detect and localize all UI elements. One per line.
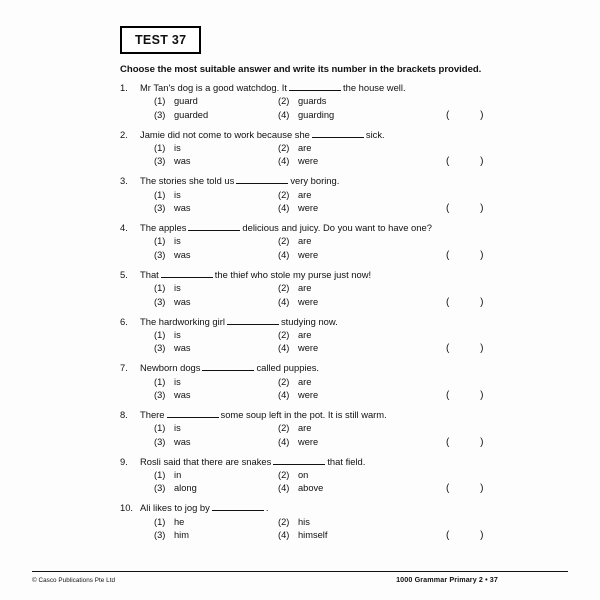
question-text [140, 129, 568, 141]
question-number: 3. [120, 175, 128, 187]
option-text: guard [174, 96, 198, 107]
question-text-after: studying now. [280, 315, 338, 327]
option-text: were [298, 343, 319, 354]
option-label: (1) [154, 142, 166, 153]
option-text: are [298, 283, 312, 294]
question-item [120, 129, 568, 170]
option-text: was [174, 203, 191, 214]
option-text: is [174, 236, 181, 247]
question-number: 1. [120, 82, 128, 93]
question-item [120, 409, 568, 450]
question-heading [120, 502, 568, 514]
option-1[interactable] [140, 189, 278, 202]
answer-blank [227, 317, 279, 325]
option-4[interactable] [278, 389, 428, 402]
answer-brackets[interactable]: ( ) [446, 483, 498, 495]
option-3[interactable] [140, 529, 278, 542]
options-row [140, 282, 568, 295]
options-row [140, 235, 568, 248]
option-label: (4) [278, 436, 290, 447]
answer-blank [161, 270, 213, 278]
option-label: (3) [154, 390, 166, 401]
option-text: is [174, 283, 181, 294]
options-row [140, 329, 568, 342]
option-label: (3) [154, 156, 166, 167]
option-2[interactable] [278, 95, 428, 108]
option-label: (4) [278, 109, 290, 120]
option-1[interactable] [140, 422, 278, 435]
option-1[interactable] [140, 142, 278, 155]
question-heading [120, 222, 568, 234]
option-text: were [298, 203, 319, 214]
question-number: 4. [120, 222, 128, 234]
option-label: (3) [154, 296, 166, 307]
options-row [140, 155, 568, 170]
options-row [140, 189, 568, 202]
option-label: (3) [154, 483, 166, 494]
question-number: 6. [120, 315, 128, 327]
option-text: were [298, 296, 319, 307]
option-4[interactable] [278, 482, 428, 495]
option-label: (3) [154, 530, 166, 541]
option-text: himself [298, 530, 328, 541]
option-3[interactable] [140, 202, 278, 215]
option-text: are [298, 236, 312, 247]
answer-blank [202, 364, 254, 372]
options-row [140, 95, 568, 108]
question-number: 9. [120, 455, 128, 467]
question-item [120, 502, 568, 543]
answer-brackets[interactable]: ( ) [446, 249, 498, 261]
options-group [140, 142, 568, 170]
option-text: were [298, 390, 319, 401]
option-1[interactable] [140, 95, 278, 108]
question-text-after: sick. [365, 128, 385, 140]
answer-brackets[interactable]: ( ) [446, 436, 498, 448]
question-text-before: Mr Tan's dog is a good watchdog. It [140, 82, 288, 93]
answer-brackets[interactable]: ( ) [446, 156, 498, 168]
option-label: (1) [154, 470, 166, 480]
options-group [140, 235, 568, 263]
copyright-text: © Casco Publications Pte Ltd [32, 577, 116, 584]
question-list [120, 82, 568, 544]
option-label: (3) [154, 436, 166, 447]
option-text: was [174, 390, 191, 401]
option-2[interactable] [278, 329, 428, 342]
question-number: 5. [120, 268, 128, 280]
option-text: guarded [174, 109, 209, 120]
option-2[interactable] [278, 376, 428, 389]
option-label: (1) [154, 329, 166, 340]
question-text-before: That [140, 268, 159, 280]
options-row [140, 142, 568, 155]
question-text-before: There [140, 409, 165, 421]
question-text-after: very boring. [290, 175, 340, 187]
option-2[interactable] [278, 189, 428, 202]
options-group [140, 282, 568, 310]
question-text-before: Ali likes to jog by [140, 502, 210, 514]
option-label: (4) [278, 390, 290, 401]
options-row [140, 109, 568, 124]
option-4[interactable] [278, 202, 428, 215]
option-label: (3) [154, 249, 166, 260]
question-text-after: the thief who stole my purse just now! [214, 268, 372, 280]
option-label: (2) [278, 236, 290, 247]
option-text: are [298, 423, 312, 434]
answer-brackets[interactable]: ( ) [446, 390, 498, 402]
options-row [140, 376, 568, 389]
answer-brackets[interactable]: ( ) [446, 203, 498, 215]
option-label: (1) [154, 96, 166, 107]
answer-brackets[interactable]: ( ) [446, 109, 498, 121]
answer-blank [236, 177, 288, 185]
question-item [120, 82, 568, 123]
options-group [140, 422, 568, 450]
option-text: along [174, 483, 197, 494]
options-group [140, 376, 568, 404]
option-text: in [174, 470, 182, 480]
answer-blank [188, 223, 240, 231]
answer-brackets[interactable]: ( ) [446, 296, 498, 308]
option-text: is [174, 142, 181, 153]
question-heading [120, 316, 568, 328]
option-text: he [174, 516, 185, 527]
option-text: are [298, 329, 312, 340]
options-group [140, 469, 568, 497]
question-heading [120, 409, 568, 421]
options-row [140, 422, 568, 435]
options-group [140, 95, 568, 123]
question-number: 7. [120, 362, 128, 374]
option-2[interactable] [278, 142, 428, 155]
option-label: (1) [154, 516, 166, 527]
option-3[interactable] [140, 109, 278, 122]
page-footer [32, 571, 568, 584]
question-text-before: The hardworking girl [140, 315, 225, 327]
options-row [140, 516, 568, 529]
question-heading [120, 362, 568, 374]
option-label: (3) [154, 343, 166, 354]
answer-blank [289, 83, 341, 91]
options-row [140, 342, 568, 357]
question-heading [120, 269, 568, 281]
option-label: (1) [154, 283, 166, 294]
question-text-before: The apples [140, 222, 187, 234]
option-label: (4) [278, 203, 290, 214]
option-label: (3) [154, 203, 166, 214]
question-item [120, 222, 568, 263]
option-text: is [174, 423, 181, 434]
option-text: guarding [298, 109, 335, 120]
option-label: (2) [278, 376, 290, 387]
question-item [120, 456, 568, 497]
option-2[interactable] [278, 422, 428, 435]
question-text-before: Newborn dogs [140, 362, 201, 374]
option-text: were [298, 156, 319, 167]
option-label: (4) [278, 249, 290, 260]
question-number: 10. [120, 502, 134, 514]
option-3[interactable] [140, 249, 278, 262]
options-row [140, 482, 568, 497]
option-1[interactable] [140, 469, 278, 482]
option-3[interactable] [140, 296, 278, 309]
option-text: was [174, 156, 191, 167]
option-text: was [174, 436, 191, 447]
question-text [140, 456, 568, 468]
option-label: (4) [278, 530, 290, 541]
option-4[interactable] [278, 436, 428, 449]
option-text: is [174, 189, 181, 200]
question-number: 2. [120, 128, 128, 140]
options-row [140, 202, 568, 217]
question-heading [120, 82, 568, 94]
option-label: (2) [278, 423, 290, 434]
option-text: was [174, 249, 191, 260]
option-label: (2) [278, 329, 290, 340]
option-1[interactable] [140, 376, 278, 389]
option-label: (4) [278, 296, 290, 307]
answer-blank [312, 130, 364, 138]
question-number: 8. [120, 409, 128, 421]
options-row [140, 469, 568, 482]
option-1[interactable] [140, 235, 278, 248]
question-heading [120, 456, 568, 468]
question-text [140, 175, 568, 187]
answer-brackets[interactable]: ( ) [446, 530, 498, 542]
question-text-after: the house well. [343, 82, 406, 93]
options-group [140, 189, 568, 217]
question-text [140, 409, 568, 421]
page-info-text: 1000 Grammar Primary 2 • 37 [396, 575, 498, 584]
option-text: on [298, 470, 309, 480]
options-row [140, 436, 568, 451]
option-text: were [298, 249, 319, 260]
option-label: (2) [278, 96, 290, 107]
option-text: were [298, 436, 319, 447]
option-label: (4) [278, 483, 290, 494]
question-text-after: . [265, 502, 269, 514]
question-item [120, 269, 568, 310]
question-text [140, 502, 568, 514]
option-3[interactable] [140, 155, 278, 168]
options-row [140, 389, 568, 404]
option-3[interactable] [140, 482, 278, 495]
option-text: his [298, 516, 310, 527]
question-text [140, 316, 568, 328]
question-heading [120, 175, 568, 187]
option-text: guards [298, 96, 327, 107]
question-text-after: delicious and juicy. Do you want to have one? [242, 222, 432, 234]
question-text [140, 362, 568, 374]
question-text [140, 269, 568, 281]
answer-brackets[interactable]: ( ) [446, 343, 498, 355]
options-group [140, 329, 568, 357]
question-text-before: Rosli said that there are snakes [140, 455, 272, 467]
option-text: are [298, 376, 312, 387]
question-text [140, 222, 568, 234]
question-item [120, 362, 568, 403]
option-4[interactable] [278, 342, 428, 355]
option-2[interactable] [278, 469, 428, 482]
question-text-after: some soup left in the pot. It is still warm. [220, 409, 387, 421]
option-label: (1) [154, 189, 166, 200]
options-group [140, 516, 568, 544]
question-heading [120, 129, 568, 141]
answer-blank [273, 457, 325, 465]
option-2[interactable] [278, 516, 428, 529]
option-label: (2) [278, 189, 290, 200]
option-text: are [298, 142, 312, 153]
option-4[interactable] [278, 296, 428, 309]
option-label: (4) [278, 343, 290, 354]
option-text: above [298, 483, 324, 494]
option-2[interactable] [278, 282, 428, 295]
option-1[interactable] [140, 516, 278, 529]
option-3[interactable] [140, 436, 278, 449]
answer-blank [167, 410, 219, 418]
question-text-before: The stories she told us [140, 175, 235, 187]
options-row [140, 529, 568, 544]
option-4[interactable] [278, 155, 428, 168]
option-text: him [174, 530, 189, 541]
option-text: is [174, 376, 181, 387]
option-label: (2) [278, 283, 290, 294]
option-label: (1) [154, 236, 166, 247]
option-label: (4) [278, 156, 290, 167]
options-row [140, 296, 568, 311]
option-1[interactable] [140, 329, 278, 342]
option-text: is [174, 329, 181, 340]
option-label: (1) [154, 376, 166, 387]
option-3[interactable] [140, 342, 278, 355]
question-text [140, 82, 568, 94]
question-item [120, 175, 568, 216]
option-1[interactable] [140, 282, 278, 295]
option-label: (2) [278, 142, 290, 153]
options-row [140, 249, 568, 264]
question-item [120, 316, 568, 357]
question-text-before: Jamie did not come to work because she [140, 128, 310, 140]
option-label: (3) [154, 109, 166, 120]
option-label: (1) [154, 423, 166, 434]
option-text: was [174, 343, 191, 354]
option-4[interactable] [278, 529, 428, 542]
test-title-badge: TEST 37 [120, 26, 201, 54]
option-3[interactable] [140, 389, 278, 402]
option-text: are [298, 189, 312, 200]
question-text-after: called puppies. [256, 362, 319, 374]
option-4[interactable] [278, 249, 428, 262]
option-text: was [174, 296, 191, 307]
instruction-text: Choose the most suitable answer and write its number in the brackets provided. [120, 64, 482, 75]
answer-blank [212, 504, 264, 512]
question-text-after: that field. [327, 455, 366, 467]
option-label: (2) [278, 470, 290, 480]
option-2[interactable] [278, 235, 428, 248]
option-label: (2) [278, 516, 290, 527]
option-4[interactable] [278, 109, 428, 122]
